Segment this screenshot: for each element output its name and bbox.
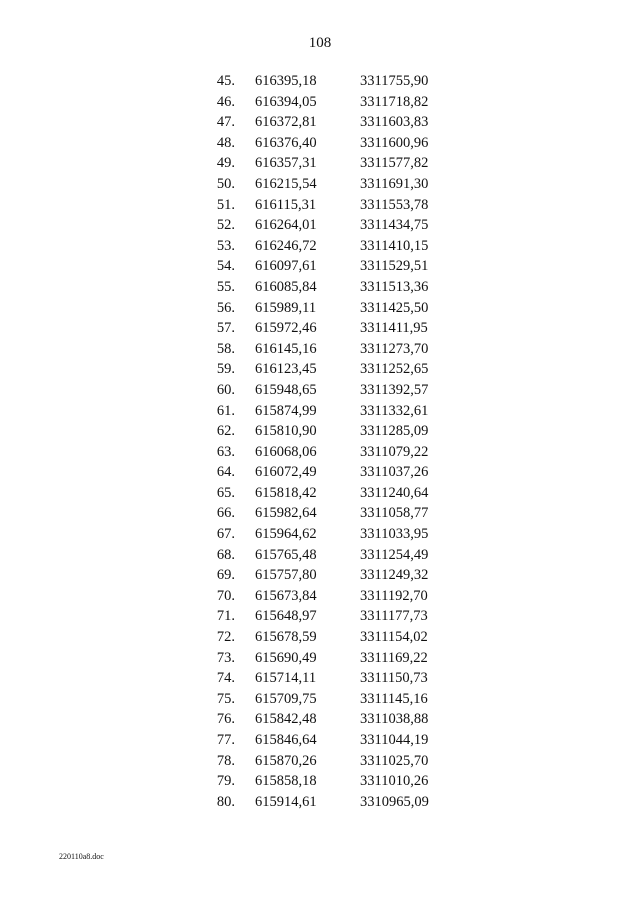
- point-number: 68.: [216, 546, 235, 563]
- x-coordinate: 616357,31: [255, 155, 317, 172]
- point-number: 61.: [216, 402, 235, 419]
- point-number: 59.: [216, 361, 235, 378]
- point-number: 52.: [216, 217, 235, 234]
- x-coordinate: 615673,84: [255, 587, 317, 604]
- y-coordinate: 3311025,70: [360, 752, 429, 769]
- y-coordinate: 3311145,16: [360, 690, 428, 707]
- point-number: 60.: [216, 381, 235, 398]
- y-coordinate: 3311033,95: [360, 526, 429, 543]
- x-coordinate: 615690,49: [255, 649, 317, 666]
- y-coordinate: 3311044,19: [360, 732, 429, 748]
- y-coordinate: 3311513,36: [360, 278, 429, 295]
- point-number: 63.: [216, 443, 235, 460]
- x-coordinate: 615972,46: [255, 320, 317, 337]
- point-number: 57.: [216, 320, 235, 337]
- x-coordinate: 615948,65: [255, 381, 317, 398]
- y-coordinate: 3311252,65: [360, 361, 429, 378]
- y-coordinate: 3311037,26: [360, 464, 429, 481]
- y-coordinate: 3311169,22: [360, 649, 428, 666]
- y-coordinate: 3311691,30: [360, 175, 429, 192]
- point-number: 70.: [216, 587, 235, 604]
- y-coordinate: 3311718,82: [360, 93, 429, 110]
- point-number: 48.: [216, 134, 235, 151]
- point-number: 67.: [216, 526, 235, 543]
- point-number: 64.: [216, 464, 235, 481]
- x-coordinate: 615870,26: [255, 752, 317, 769]
- y-coordinate: 3311177,73: [360, 608, 428, 625]
- x-coordinate: 616115,31: [255, 196, 317, 213]
- y-coordinate: 3311192,70: [360, 587, 428, 604]
- x-coordinate: 616097,61: [255, 258, 317, 275]
- y-coordinate: 3311273,70: [360, 340, 429, 357]
- point-number: 73.: [216, 649, 235, 666]
- point-number: 75.: [216, 690, 235, 707]
- point-number: 79.: [216, 773, 235, 790]
- point-number: 47.: [216, 114, 235, 131]
- y-coordinate: 3311410,15: [360, 237, 429, 254]
- y-coordinate: 3311058,77: [360, 505, 429, 522]
- x-coordinate: 616215,54: [255, 175, 317, 192]
- point-number: 71.: [216, 608, 235, 625]
- y-coordinate: 3310965,09: [360, 793, 429, 810]
- point-number: 56.: [216, 299, 235, 316]
- page-number: 108: [308, 35, 332, 51]
- y-coordinate: 3311010,26: [360, 773, 429, 790]
- x-coordinate: 616372,81: [255, 114, 317, 131]
- point-number: 66.: [216, 505, 235, 522]
- x-coordinate: 616395,18: [255, 73, 317, 89]
- x-coordinate: 616072,49: [255, 464, 317, 481]
- point-number: 76.: [216, 711, 235, 728]
- y-coordinate: 3311603,83: [360, 114, 429, 131]
- x-coordinate: 615714,11: [255, 670, 317, 687]
- x-coordinate: 615810,90: [255, 423, 317, 440]
- x-coordinate: 616246,72: [255, 237, 317, 254]
- y-coordinate: 3311240,64: [360, 484, 429, 501]
- point-number: 78.: [216, 752, 235, 769]
- x-coordinate: 616376,40: [255, 134, 317, 151]
- point-number: 74.: [216, 670, 235, 687]
- point-number: 54.: [216, 258, 235, 275]
- point-number: 50.: [216, 175, 235, 192]
- x-coordinate: 615874,99: [255, 402, 317, 419]
- x-coordinate: 616123,45: [255, 361, 317, 378]
- y-coordinate: 3311154,02: [360, 629, 428, 646]
- point-number: 65.: [216, 484, 235, 501]
- x-coordinate: 615678,59: [255, 629, 317, 646]
- x-coordinate: 616085,84: [255, 278, 317, 295]
- x-coordinate: 616068,06: [255, 443, 317, 460]
- y-coordinate: 3311577,82: [360, 155, 429, 172]
- y-coordinate: 3311755,90: [360, 73, 429, 89]
- x-coordinate: 616145,16: [255, 340, 317, 357]
- point-number: 51.: [216, 196, 235, 213]
- y-coordinate: 3311425,50: [360, 299, 429, 316]
- y-coordinate: 3311254,49: [360, 546, 429, 563]
- x-coordinate: 615842,48: [255, 711, 317, 728]
- point-number: 69.: [216, 567, 235, 584]
- y-coordinate: 3311434,75: [360, 217, 429, 234]
- x-coordinate: 615982,64: [255, 505, 317, 522]
- x-coordinate: 615765,48: [255, 546, 317, 563]
- point-number: 72.: [216, 629, 235, 646]
- y-coordinate: 3311529,51: [360, 258, 429, 275]
- x-coordinate: 615914,61: [255, 793, 317, 810]
- x-coordinate: 615757,80: [255, 567, 317, 584]
- x-coordinate: 615989,11: [255, 299, 317, 316]
- x-coordinate: 615709,75: [255, 690, 317, 707]
- y-coordinate: 3311249,32: [360, 567, 429, 584]
- y-coordinate: 3311285,09: [360, 423, 429, 440]
- x-coordinate: 616264,01: [255, 217, 317, 234]
- y-coordinate: 3311553,78: [360, 196, 429, 213]
- x-coordinate: 615818,42: [255, 484, 317, 501]
- point-number: 49.: [216, 155, 235, 172]
- x-coordinate: 615858,18: [255, 773, 317, 790]
- point-number: 46.: [216, 93, 235, 110]
- y-coordinate: 3311411,95: [360, 320, 428, 337]
- x-coordinate: 615648,97: [255, 608, 317, 625]
- y-coordinate: 3311392,57: [360, 381, 429, 398]
- point-number: 77.: [216, 732, 235, 748]
- point-number: 58.: [216, 340, 235, 357]
- x-coordinate: 616394,05: [255, 93, 317, 110]
- point-number: 45.: [216, 73, 235, 89]
- point-number: 55.: [216, 278, 235, 295]
- x-coordinate: 615964,62: [255, 526, 317, 543]
- y-coordinate: 3311038,88: [360, 711, 429, 728]
- y-coordinate: 3311150,73: [360, 670, 428, 687]
- x-coordinate: 615846,64: [255, 732, 317, 748]
- y-coordinate: 3311600,96: [360, 134, 429, 151]
- point-number: 53.: [216, 237, 235, 254]
- footer-filename: 220110a8.doc: [59, 852, 104, 861]
- point-number: 80.: [216, 793, 235, 810]
- y-coordinate: 3311332,61: [360, 402, 429, 419]
- y-coordinate: 3311079,22: [360, 443, 429, 460]
- point-number: 62.: [216, 423, 235, 440]
